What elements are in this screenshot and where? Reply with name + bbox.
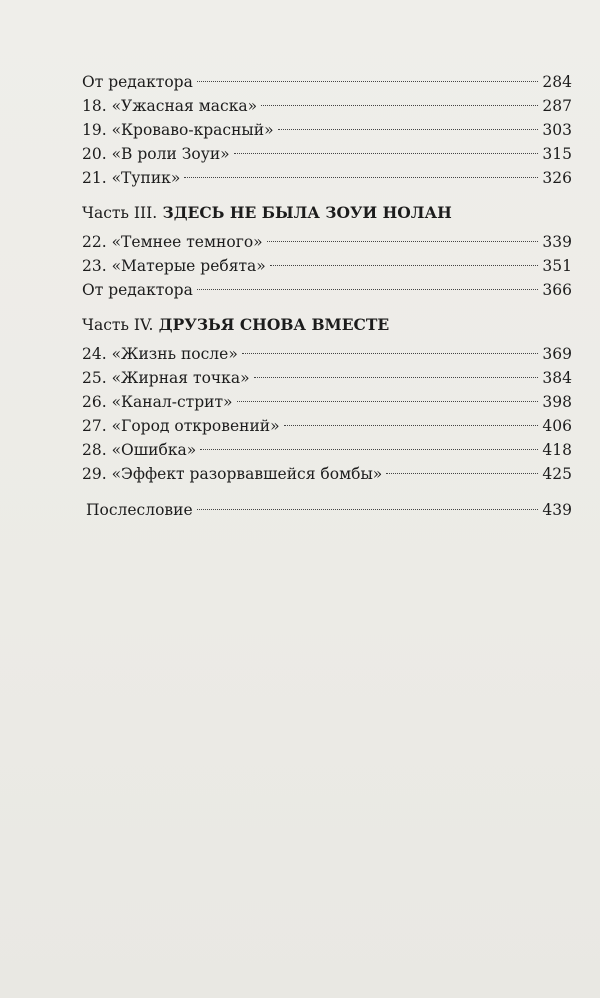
part-title: ЗДЕСЬ НЕ БЫЛА ЗОУИ НОЛАН — [162, 203, 452, 222]
leader-dots — [184, 177, 538, 178]
toc-entry[interactable] — [82, 230, 572, 254]
entry-page: 418 — [542, 441, 572, 459]
entry-title: От редактора — [82, 281, 193, 299]
entry-title: 19. «Кроваво-красный» — [82, 121, 274, 139]
table-of-contents — [82, 70, 572, 522]
toc-entry[interactable] — [82, 278, 572, 302]
toc-entry[interactable] — [82, 118, 572, 142]
entry-page: 384 — [542, 369, 572, 387]
entry-title: 22. «Темнее темного» — [82, 233, 263, 251]
leader-dots — [254, 377, 539, 378]
leader-dots — [284, 425, 539, 426]
entry-title: 20. «В роли Зоуи» — [82, 145, 230, 163]
part-prefix: Часть IV. — [82, 316, 154, 334]
part-heading — [82, 312, 572, 338]
entry-page: 366 — [542, 281, 572, 299]
leader-dots — [197, 509, 539, 510]
entry-title: 28. «Ошибка» — [82, 441, 197, 459]
entry-title: Послесловие — [86, 501, 193, 519]
entry-page: 326 — [542, 169, 572, 187]
entry-page: 398 — [542, 393, 572, 411]
leader-dots — [200, 449, 538, 450]
toc-entry[interactable] — [82, 390, 572, 414]
leader-dots — [234, 153, 539, 154]
entry-page: 406 — [542, 417, 572, 435]
toc-entry[interactable] — [82, 94, 572, 118]
entry-title: 25. «Жирная точка» — [82, 369, 250, 387]
leader-dots — [197, 81, 539, 82]
toc-entry[interactable] — [82, 342, 572, 366]
entry-page: 315 — [542, 145, 572, 163]
entry-title: 23. «Матерые ребята» — [82, 257, 266, 275]
leader-dots — [267, 241, 539, 242]
entry-title: 26. «Канал-стрит» — [82, 393, 233, 411]
leader-dots — [278, 129, 539, 130]
part-heading — [82, 200, 572, 226]
leader-dots — [197, 289, 539, 290]
toc-group — [82, 200, 572, 302]
entry-title: 29. «Эффект разорвавшейся бомбы» — [82, 465, 383, 483]
toc-group — [82, 70, 572, 190]
part-title: ДРУЗЬЯ СНОВА ВМЕСТЕ — [158, 315, 390, 334]
toc-entry[interactable] — [82, 366, 572, 390]
toc-entry[interactable] — [82, 414, 572, 438]
entry-page: 303 — [542, 121, 572, 139]
entry-page: 284 — [542, 73, 572, 91]
entry-page: 351 — [542, 257, 572, 275]
leader-dots — [386, 473, 538, 474]
leader-dots — [242, 353, 539, 354]
entry-page: 439 — [542, 501, 572, 519]
part-prefix: Часть III. — [82, 204, 158, 222]
entry-page: 425 — [542, 465, 572, 483]
toc-entry[interactable] — [82, 254, 572, 278]
spacer — [82, 486, 572, 498]
entry-title: 27. «Город откровений» — [82, 417, 280, 435]
toc-entry[interactable] — [82, 438, 572, 462]
entry-title: 24. «Жизнь после» — [82, 345, 238, 363]
toc-entry[interactable] — [82, 462, 572, 486]
leader-dots — [270, 265, 539, 266]
toc-entry[interactable] — [82, 142, 572, 166]
leader-dots — [237, 401, 539, 402]
entry-title: 21. «Тупик» — [82, 169, 181, 187]
entry-title: От редактора — [82, 73, 193, 91]
leader-dots — [261, 105, 538, 106]
entry-title: 18. «Ужасная маска» — [82, 97, 258, 115]
entry-page: 287 — [542, 97, 572, 115]
toc-entry[interactable] — [82, 166, 572, 190]
entry-page: 369 — [542, 345, 572, 363]
toc-group — [82, 312, 572, 486]
toc-entry[interactable] — [82, 70, 572, 94]
toc-entry-afterword[interactable] — [82, 498, 572, 522]
entry-page: 339 — [542, 233, 572, 251]
